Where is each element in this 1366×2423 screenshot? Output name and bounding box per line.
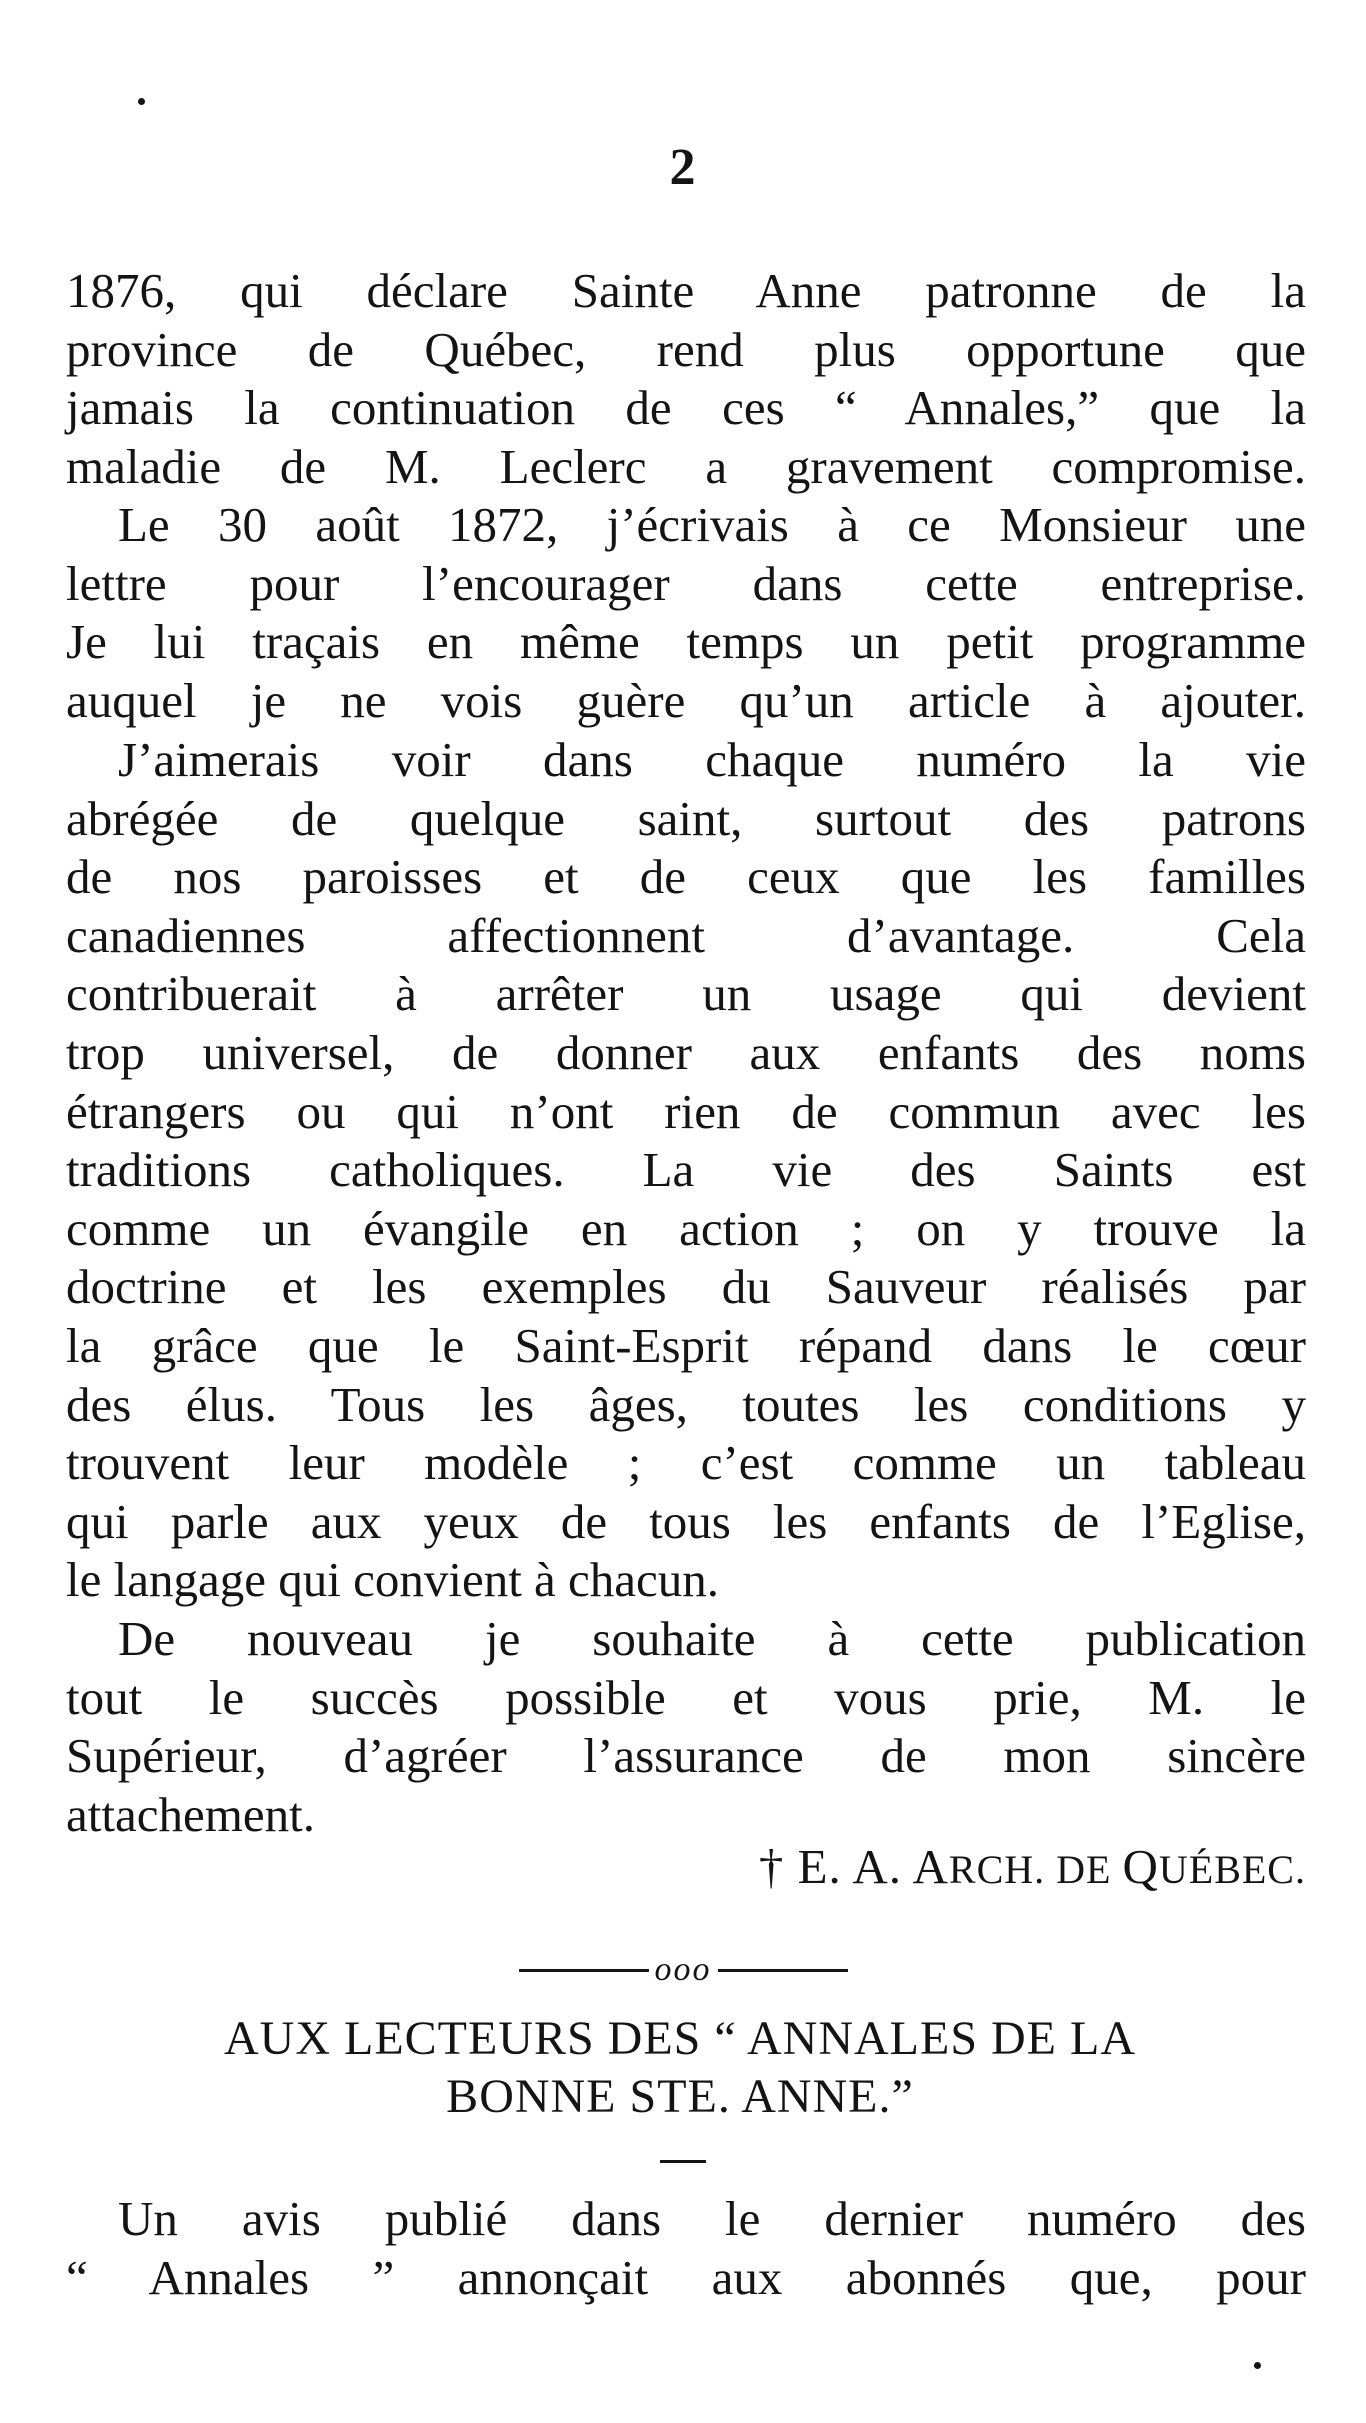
paragraph-letter xyxy=(66,496,1306,730)
text-line: des élus. Tous les âges, toutes les conditions y xyxy=(66,1376,1306,1432)
ink-speck xyxy=(138,98,145,105)
text-line: Supérieur, d’agréer l’assurance de mon sincère xyxy=(66,1728,1306,1784)
ornament-rule-left xyxy=(519,1969,649,1972)
section-heading xyxy=(80,2010,1280,2126)
text-line: le langage qui convient à chacun. xyxy=(66,1552,720,1608)
heading-line-1: AUX LECTEURS DES “ ANNALES DE LA xyxy=(224,2012,1136,2065)
signature-quebec-initial: Q xyxy=(1122,1839,1159,1894)
signature-de: DE xyxy=(1045,1847,1123,1892)
text-line: qui parle aux yeux de tous les enfants de l’Eglise, xyxy=(66,1493,1306,1549)
text-line: tout le succès possible et vous prie, M. le xyxy=(66,1669,1306,1725)
ink-speck xyxy=(1254,2362,1261,2369)
text-line: Un avis publié dans le dernier numéro des xyxy=(118,2191,1306,2246)
text-line: auquel je ne vois guère qu’un article à ajouter. xyxy=(66,672,1306,728)
text-line: traditions catholiques. La vie des Saints est xyxy=(66,1142,1306,1198)
text-line: de nos paroisses et de ceux que les familles xyxy=(66,849,1306,905)
heading-rule xyxy=(660,2160,706,2163)
text-line: doctrine et les exemples du Sauveur réalisés par xyxy=(66,1259,1306,1315)
text-line: étrangers ou qui n’ont rien de commun avec les xyxy=(66,1083,1306,1139)
text-line: abrégée de quelque saint, surtout des patrons xyxy=(66,790,1306,846)
ornament-divider xyxy=(0,1950,1366,1990)
signature-quebec: UÉBEC. xyxy=(1158,1847,1306,1892)
text-line: J’aimerais voir dans chaque numéro la vie xyxy=(118,732,1306,787)
text-line: Je lui traçais en même temps un petit programme xyxy=(66,614,1306,670)
text-line: attachement. xyxy=(66,1786,315,1842)
text-line: 1876, qui déclare Sainte Anne patronne de la xyxy=(66,263,1306,318)
signature xyxy=(66,1838,1306,1895)
text-line: maladie de M. Leclerc a gravement compromise. xyxy=(66,438,1306,494)
text-line: province de Québec, rend plus opportune que xyxy=(66,321,1306,377)
text-line: contribuerait à arrêter un usage qui devient xyxy=(66,966,1306,1022)
text-line: canadiennes affectionnent d’avantage. Cela xyxy=(66,907,1306,963)
paragraph-notice xyxy=(66,2190,1306,2307)
text-line: De nouveau je souhaite à cette publication xyxy=(118,1611,1306,1666)
paragraph-lives-of-saints xyxy=(66,731,1306,1610)
signature-arch-initial: A xyxy=(912,1839,949,1894)
paragraph-closing xyxy=(66,1610,1306,1844)
text-line: “ Annales ” annonçait aux abonnés que, pour xyxy=(66,2249,1306,2305)
ornament-text: ooo xyxy=(654,1951,712,1988)
signature-name: † E. A. xyxy=(758,1839,913,1894)
ornament-rule-right xyxy=(718,1969,848,1972)
text-line: trouvent leur modèle ; c’est comme un tableau xyxy=(66,1435,1306,1491)
text-line: la grâce que le Saint-Esprit répand dans le cœur xyxy=(66,1317,1306,1373)
text-line: jamais la continuation de ces “ Annales,” que la xyxy=(66,380,1306,436)
text-line: Le 30 août 1872, j’écrivais à ce Monsieur une xyxy=(118,497,1306,552)
text-line: lettre pour l’encourager dans cette entreprise. xyxy=(66,555,1306,611)
heading-line-2: BONNE STE. ANNE.” xyxy=(446,2070,914,2123)
paragraph-continuation xyxy=(66,262,1306,496)
signature-arch: RCH. xyxy=(948,1847,1046,1892)
text-line: comme un évangile en action ; on y trouve la xyxy=(66,1200,1306,1256)
text-line: trop universel, de donner aux enfants des noms xyxy=(66,1024,1306,1080)
page-number: 2 xyxy=(669,139,697,196)
